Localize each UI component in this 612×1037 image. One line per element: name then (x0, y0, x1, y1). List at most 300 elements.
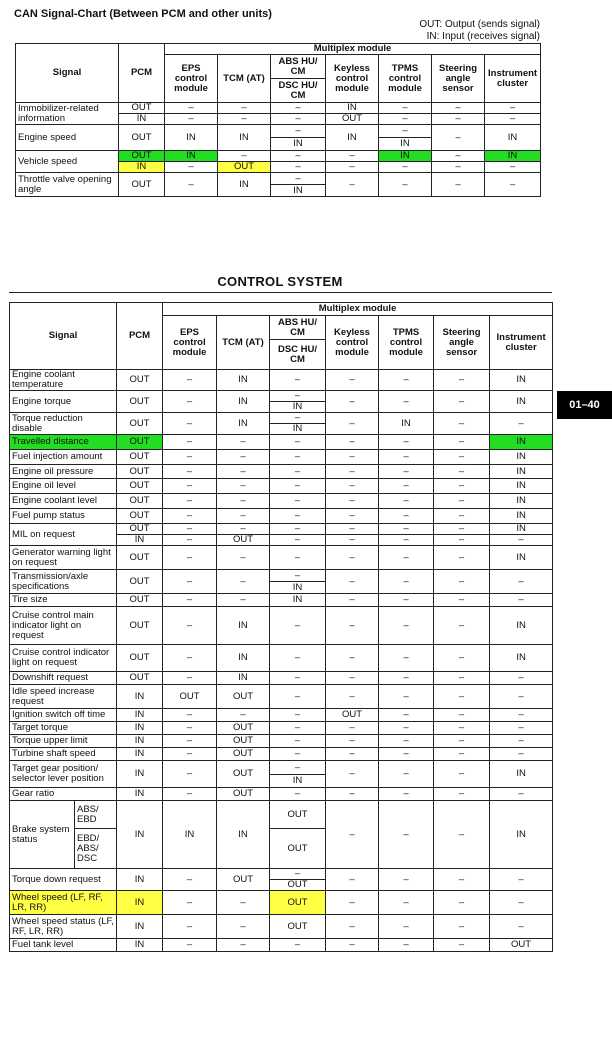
signal-value: IN (490, 370, 553, 391)
signal-value: OUT (117, 413, 163, 435)
signal-value: – (270, 435, 326, 450)
signal-value: OUT (217, 722, 270, 735)
signal-value: – (163, 509, 217, 524)
signal-value: – (326, 370, 379, 391)
signal-value: – (270, 450, 326, 465)
signal-value: IN (379, 138, 432, 151)
signal-value: – (217, 891, 270, 915)
signal-value: – (163, 891, 217, 915)
signal-value: – (270, 869, 326, 880)
signal-value: IN (217, 801, 270, 869)
header-instrument: Instrument cluster (485, 55, 541, 103)
header-tpms: TPMS control module (379, 55, 432, 103)
signal-value: – (270, 607, 326, 645)
table-row (10, 869, 553, 880)
signal-value: – (326, 509, 379, 524)
signal-value: OUT (217, 788, 270, 801)
signal-value: – (163, 391, 217, 413)
signal-value: – (434, 709, 490, 722)
signal-value: – (270, 788, 326, 801)
signal-value: OUT (117, 546, 163, 570)
signal-value: – (490, 594, 553, 607)
signal-value: – (326, 450, 379, 465)
signal-value: – (485, 173, 541, 197)
signal-value: OUT (217, 761, 270, 788)
signal-value: IN (270, 402, 326, 413)
signal-value: – (490, 869, 553, 891)
signal-value: – (326, 645, 379, 672)
signal-value: IN (379, 151, 432, 162)
signal-value: – (379, 748, 434, 761)
signal-value: IN (218, 173, 271, 197)
signal-value: – (434, 748, 490, 761)
signal-value: – (271, 162, 326, 173)
signal-value: – (270, 685, 326, 709)
signal-value: OUT (117, 450, 163, 465)
signal-value: OUT (119, 173, 165, 197)
signal-value: – (379, 173, 432, 197)
signal-value: IN (117, 735, 163, 748)
signal-value: – (379, 685, 434, 709)
signal-value: OUT (217, 748, 270, 761)
table-row (10, 645, 553, 672)
signal-value: IN (490, 524, 553, 535)
signal-value: – (490, 685, 553, 709)
control-system-table (9, 302, 553, 952)
signal-value: – (490, 709, 553, 722)
header-keyless-2: Keyless control module (326, 316, 379, 370)
signal-value: IN (490, 450, 553, 465)
signal-value: – (379, 435, 434, 450)
signal-value: – (434, 939, 490, 952)
signal-value: IN (271, 138, 326, 151)
signal-name: Engine oil level (10, 479, 117, 494)
signal-name: Turbine shaft speed (10, 748, 117, 761)
signal-name: Generator warning light on request (10, 546, 117, 570)
signal-value: OUT (117, 570, 163, 594)
signal-value: IN (119, 114, 165, 125)
signal-value: – (326, 748, 379, 761)
section-title: CONTROL SYSTEM (217, 274, 343, 289)
signal-value: – (163, 645, 217, 672)
signal-name: Engine speed (16, 125, 119, 151)
signal-value: – (326, 391, 379, 413)
signal-value: – (434, 546, 490, 570)
signal-value: – (379, 162, 432, 173)
signal-value: – (379, 607, 434, 645)
signal-value: – (217, 570, 270, 594)
signal-value: – (379, 570, 434, 594)
signal-value: OUT (117, 435, 163, 450)
signal-value: – (270, 479, 326, 494)
signal-value: IN (163, 801, 217, 869)
signal-name: Torque down request (10, 869, 117, 891)
signal-value: – (434, 645, 490, 672)
signal-value: – (326, 761, 379, 788)
signal-value: – (490, 413, 553, 435)
signal-value: – (434, 509, 490, 524)
signal-value: – (379, 546, 434, 570)
signal-value: – (379, 722, 434, 735)
signal-value: OUT (117, 391, 163, 413)
signal-value: – (434, 891, 490, 915)
signal-value: OUT (117, 494, 163, 509)
table-row (10, 465, 553, 479)
signal-value: IN (217, 645, 270, 672)
signal-value: – (217, 465, 270, 479)
signal-value: IN (117, 788, 163, 801)
signal-value: – (379, 125, 432, 138)
signal-value: OUT (117, 370, 163, 391)
signal-value: IN (117, 761, 163, 788)
signal-subtype: ABS/ EBD (75, 801, 117, 829)
signal-value: – (326, 869, 379, 891)
signal-name: Engine coolant level (10, 494, 117, 509)
signal-value: – (490, 535, 553, 546)
signal-value: OUT (217, 735, 270, 748)
signal-value: – (379, 645, 434, 672)
signal-value: – (326, 494, 379, 509)
can-signal-table (15, 43, 541, 197)
header-dsc: DSC HU/ CM (271, 79, 326, 103)
signal-value: – (326, 801, 379, 869)
signal-value: IN (117, 869, 163, 891)
signal-value: – (379, 891, 434, 915)
signal-value: – (217, 450, 270, 465)
signal-value: IN (117, 939, 163, 952)
signal-value: IN (117, 722, 163, 735)
signal-value: – (434, 672, 490, 685)
signal-value: – (217, 709, 270, 722)
signal-value: – (490, 735, 553, 748)
signal-value: – (165, 162, 218, 173)
table-row (10, 594, 553, 607)
signal-value: – (270, 535, 326, 546)
signal-value: – (434, 524, 490, 535)
can-chart-title: CAN Signal-Chart (Between PCM and other units) (14, 8, 272, 20)
signal-value: IN (379, 413, 434, 435)
signal-value: IN (326, 103, 379, 114)
signal-value: IN (217, 607, 270, 645)
table-row (16, 103, 541, 114)
signal-value: – (270, 524, 326, 535)
signal-value: IN (490, 546, 553, 570)
signal-value: – (326, 891, 379, 915)
table-row (16, 125, 541, 138)
signal-value: – (163, 761, 217, 788)
signal-value: – (217, 939, 270, 952)
signal-value: IN (218, 125, 271, 151)
signal-value: – (217, 479, 270, 494)
signal-value: IN (270, 582, 326, 594)
signal-value: IN (490, 761, 553, 788)
section-rule (9, 292, 552, 293)
table-row (10, 494, 553, 509)
signal-value: – (163, 672, 217, 685)
header-eps: EPS control module (165, 55, 218, 103)
signal-value: – (163, 788, 217, 801)
signal-name: Engine oil pressure (10, 465, 117, 479)
signal-value: IN (490, 391, 553, 413)
signal-value: – (379, 103, 432, 114)
legend-in: IN: Input (receives signal) (426, 31, 540, 42)
signal-value: – (270, 672, 326, 685)
table-row (10, 479, 553, 494)
signal-value: – (490, 748, 553, 761)
signal-value: – (490, 915, 553, 939)
signal-name: Immobilizer-related information (16, 103, 119, 125)
signal-value: – (379, 450, 434, 465)
signal-value: OUT (117, 524, 163, 535)
signal-value: – (326, 413, 379, 435)
table-row (10, 391, 553, 402)
signal-value: – (434, 722, 490, 735)
header-abs-2: ABS HU/ CM (270, 316, 326, 340)
signal-subtype: EBD/ ABS/ DSC (75, 829, 117, 869)
header-multiplex: Multiplex module (165, 44, 541, 55)
header-pcm-2: PCM (117, 303, 163, 370)
signal-value: – (379, 370, 434, 391)
signal-name: Engine torque (10, 391, 117, 413)
signal-value: – (434, 594, 490, 607)
header-signal-2: Signal (10, 303, 117, 370)
signal-value: – (379, 114, 432, 125)
signal-value: – (270, 546, 326, 570)
signal-value: – (326, 570, 379, 594)
table1-body (16, 103, 541, 197)
signal-value: OUT (119, 151, 165, 162)
table-row (10, 672, 553, 685)
signal-value: OUT (117, 607, 163, 645)
table-row (10, 801, 553, 829)
signal-value: IN (217, 391, 270, 413)
header-instrument-2: Instrument cluster (490, 316, 553, 370)
signal-value: – (434, 788, 490, 801)
signal-value: – (434, 370, 490, 391)
signal-value: IN (490, 645, 553, 672)
signal-value: – (163, 524, 217, 535)
signal-value: – (270, 709, 326, 722)
signal-value: OUT (119, 125, 165, 151)
signal-value: IN (217, 672, 270, 685)
signal-value: – (485, 103, 541, 114)
signal-value: – (379, 788, 434, 801)
signal-value: OUT (217, 869, 270, 891)
signal-value: OUT (270, 880, 326, 891)
signal-value: – (165, 114, 218, 125)
signal-value: – (326, 607, 379, 645)
signal-name: Vehicle speed (16, 151, 119, 173)
signal-value: – (434, 465, 490, 479)
signal-value: – (163, 479, 217, 494)
signal-value: – (270, 735, 326, 748)
signal-value: OUT (217, 685, 270, 709)
signal-value: – (270, 413, 326, 424)
signal-value: – (163, 494, 217, 509)
signal-value: – (218, 103, 271, 114)
signal-name: Tire size (10, 594, 117, 607)
signal-value: – (432, 173, 485, 197)
signal-value: – (432, 151, 485, 162)
signal-value: – (163, 546, 217, 570)
header-keyless: Keyless control module (326, 55, 379, 103)
table-row (10, 709, 553, 722)
signal-value: – (485, 162, 541, 173)
signal-value: IN (117, 748, 163, 761)
signal-value: – (271, 151, 326, 162)
signal-value: IN (217, 413, 270, 435)
table-row (16, 173, 541, 185)
table-row (16, 151, 541, 162)
signal-value: OUT (119, 103, 165, 114)
signal-name: Downshift request (10, 672, 117, 685)
legend (419, 19, 540, 43)
signal-value: – (163, 413, 217, 435)
signal-value: – (485, 114, 541, 125)
signal-value: IN (119, 162, 165, 173)
signal-value: – (217, 915, 270, 939)
signal-value: IN (165, 125, 218, 151)
signal-value: OUT (117, 645, 163, 672)
header-abs: ABS HU/ CM (271, 55, 326, 79)
signal-value: IN (326, 125, 379, 151)
header-pcm: PCM (119, 44, 165, 103)
signal-value: – (163, 450, 217, 465)
signal-name: Fuel tank level (10, 939, 117, 952)
signal-value: – (326, 465, 379, 479)
signal-value: – (434, 869, 490, 891)
signal-value: IN (117, 801, 163, 869)
signal-value: IN (117, 685, 163, 709)
signal-value: – (326, 173, 379, 197)
signal-value: – (326, 479, 379, 494)
signal-value: OUT (270, 915, 326, 939)
signal-value: – (270, 570, 326, 582)
signal-value: – (326, 788, 379, 801)
signal-value: IN (485, 125, 541, 151)
signal-value: – (326, 594, 379, 607)
header-multiplex-2: Multiplex module (163, 303, 553, 316)
header-tpms-2: TPMS control module (379, 316, 434, 370)
signal-value: – (270, 939, 326, 952)
signal-name: Cruise control indicator light on request (10, 645, 117, 672)
signal-value: OUT (490, 939, 553, 952)
signal-value: – (379, 915, 434, 939)
table-row (10, 761, 553, 775)
signal-value: OUT (163, 685, 217, 709)
signal-value: – (379, 672, 434, 685)
signal-name: Engine coolant temperature (10, 370, 117, 391)
table-row (10, 891, 553, 915)
signal-name: Fuel pump status (10, 509, 117, 524)
signal-value: – (163, 435, 217, 450)
signal-value: – (326, 685, 379, 709)
header-tcm-2: TCM (AT) (217, 316, 270, 370)
signal-value: – (490, 722, 553, 735)
signal-value: OUT (218, 162, 271, 173)
signal-value: – (270, 391, 326, 402)
signal-value: IN (217, 370, 270, 391)
signal-value: OUT (270, 801, 326, 829)
signal-value: – (379, 801, 434, 869)
signal-name: Throttle valve opening angle (16, 173, 119, 197)
signal-value: – (271, 173, 326, 185)
signal-value: IN (490, 494, 553, 509)
signal-name: Gear ratio (10, 788, 117, 801)
signal-name: Travelled distance (10, 435, 117, 450)
signal-value: – (326, 524, 379, 535)
signal-value: – (326, 939, 379, 952)
legend-out: OUT: Output (sends signal) (419, 19, 540, 30)
signal-value: IN (117, 709, 163, 722)
signal-value: – (270, 748, 326, 761)
signal-value: – (432, 103, 485, 114)
signal-value: – (163, 869, 217, 891)
signal-name: Target gear position/ selector lever position (10, 761, 117, 788)
signal-name: MIL on request (10, 524, 117, 546)
signal-value: – (163, 915, 217, 939)
header-tcm: TCM (AT) (218, 55, 271, 103)
signal-value: – (217, 546, 270, 570)
signal-value: OUT (117, 509, 163, 524)
signal-value: OUT (117, 465, 163, 479)
signal-value: OUT (117, 672, 163, 685)
signal-value: – (432, 162, 485, 173)
signal-value: – (326, 535, 379, 546)
signal-value: – (434, 435, 490, 450)
signal-name: Transmission/axle specifications (10, 570, 117, 594)
signal-value: OUT (270, 891, 326, 915)
signal-value: IN (490, 479, 553, 494)
page-tab: 01–40 (557, 391, 612, 419)
signal-value: – (271, 125, 326, 138)
signal-value: – (270, 761, 326, 775)
signal-value: OUT (217, 535, 270, 546)
signal-value: – (163, 709, 217, 722)
signal-value: – (434, 391, 490, 413)
signal-value: – (270, 370, 326, 391)
table-row (10, 370, 553, 391)
signal-name: Wheel speed (LF, RF, LR, RR) (10, 891, 117, 915)
signal-value: – (379, 735, 434, 748)
signal-value: – (163, 370, 217, 391)
signal-value: OUT (117, 479, 163, 494)
signal-value: – (379, 939, 434, 952)
signal-value: – (217, 494, 270, 509)
signal-value: OUT (326, 709, 379, 722)
signal-value: – (165, 173, 218, 197)
signal-value: – (326, 435, 379, 450)
signal-value: IN (117, 891, 163, 915)
signal-value: – (326, 672, 379, 685)
signal-value: – (434, 735, 490, 748)
header-steering-2: Steering angle sensor (434, 316, 490, 370)
signal-value: – (218, 151, 271, 162)
signal-value: – (379, 594, 434, 607)
signal-name: Fuel injection amount (10, 450, 117, 465)
signal-value: IN (271, 185, 326, 197)
signal-value: – (163, 594, 217, 607)
header-eps-2: EPS control module (163, 316, 217, 370)
table-row (10, 748, 553, 761)
signal-value: IN (490, 435, 553, 450)
signal-name: Brake system status (10, 801, 75, 869)
table-row (10, 435, 553, 450)
signal-name: Cruise control main indicator light on request (10, 607, 117, 645)
table-row (10, 570, 553, 582)
signal-value: – (434, 801, 490, 869)
table-row (10, 524, 553, 535)
